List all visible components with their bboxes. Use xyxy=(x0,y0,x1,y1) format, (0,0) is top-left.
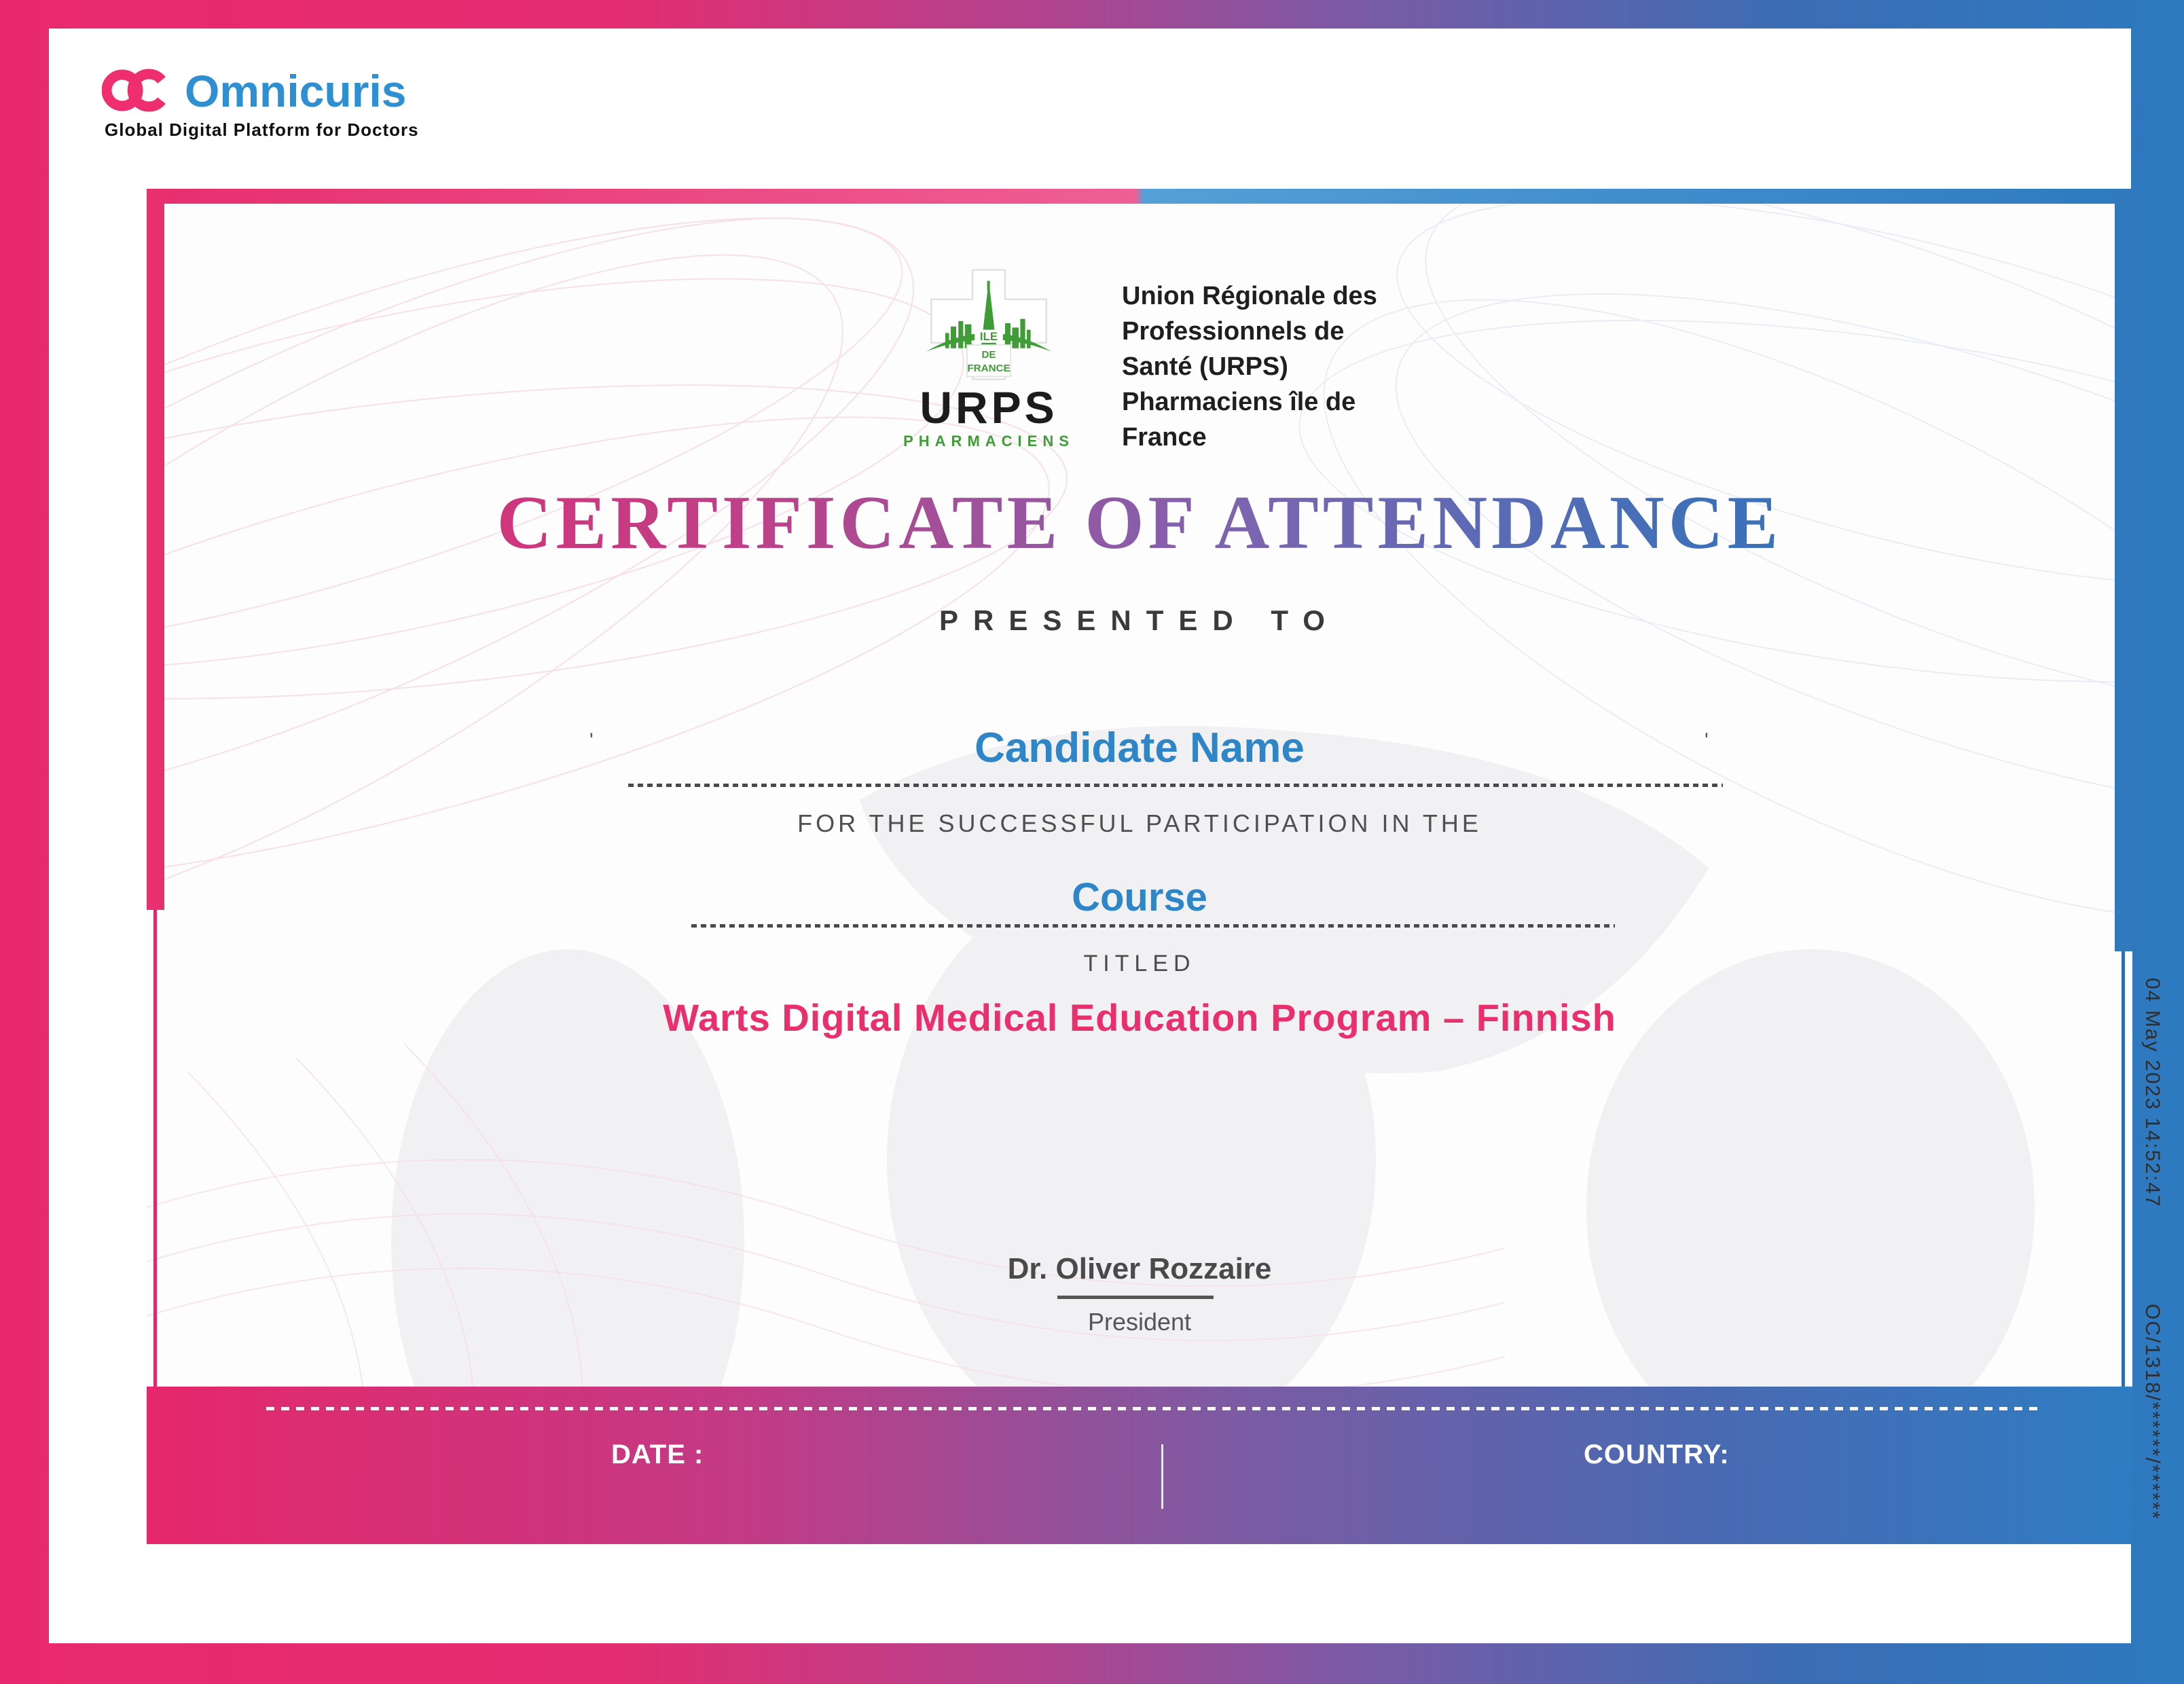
candidate-name-underline xyxy=(628,784,1723,787)
urps-organization-name xyxy=(1122,278,1502,455)
urps-logo xyxy=(903,269,1074,450)
certificate-title: CERTIFICATE OF ATTENDANCE xyxy=(147,479,2132,567)
urps-subtitle: PHARMACIENS xyxy=(903,433,1074,450)
certificate-top-border xyxy=(147,189,2132,204)
course-title: Warts Digital Medical Education Program – Finnish xyxy=(663,996,1616,1039)
certificate-code: OC/1318/******/****** xyxy=(2141,1304,2164,1520)
signatory-role: President xyxy=(1087,1308,1192,1336)
issue-timestamp: 04 May 2023 14:52:47 xyxy=(2141,978,2164,1208)
urps-france-text: FRANCE xyxy=(967,363,1011,375)
candidate-name: Candidate Name xyxy=(975,725,1305,771)
certificate-body xyxy=(147,189,2132,1544)
urps-de-text: DE xyxy=(981,349,996,361)
urps-emblem-icon xyxy=(921,269,1057,384)
date-label: DATE : xyxy=(611,1440,704,1469)
course-field: Course xyxy=(1072,875,1207,919)
course-underline xyxy=(691,924,1615,928)
signatory-name: Dr. Oliver Rozzaire xyxy=(1007,1252,1272,1285)
presented-to-label: PRESENTED TO xyxy=(939,604,1340,636)
left-quote-mark: ' xyxy=(589,729,594,752)
footer-bar xyxy=(147,1387,2132,1544)
omnicuris-logo xyxy=(102,65,419,141)
certificate-right-border xyxy=(2115,189,2132,951)
brand-tagline: Global Digital Platform for Doctors xyxy=(105,120,419,140)
certificate-left-border-thin xyxy=(153,910,157,1387)
footer-dashed-line xyxy=(266,1407,2039,1410)
certificate-page xyxy=(49,29,2164,1643)
signature-line xyxy=(1057,1296,1214,1299)
urps-acronym: URPS xyxy=(920,382,1058,433)
urps-org-line: France xyxy=(1122,423,1207,452)
urps-org-line: Pharmaciens île de xyxy=(1122,388,1356,416)
brand-name: Omnicuris xyxy=(185,66,407,116)
urps-org-line: Union Régionale des xyxy=(1122,282,1377,310)
titled-label: TITLED xyxy=(1083,951,1196,976)
urps-org-line: Santé (URPS) xyxy=(1122,352,1288,381)
urps-org-line: Professionnels de xyxy=(1122,317,1345,346)
certificate-left-border xyxy=(147,189,164,910)
footer-divider-line xyxy=(1161,1444,1163,1509)
certificate-right-border-thin xyxy=(2122,951,2125,1387)
omnicuris-logo-mark-icon xyxy=(102,66,178,117)
participation-line: FOR THE SUCCESSFUL PARTICIPATION IN THE xyxy=(797,809,1482,837)
right-quote-mark: ' xyxy=(1705,729,1709,752)
country-label: COUNTRY: xyxy=(1584,1440,1730,1469)
urps-ile-text: ILE xyxy=(979,329,998,343)
